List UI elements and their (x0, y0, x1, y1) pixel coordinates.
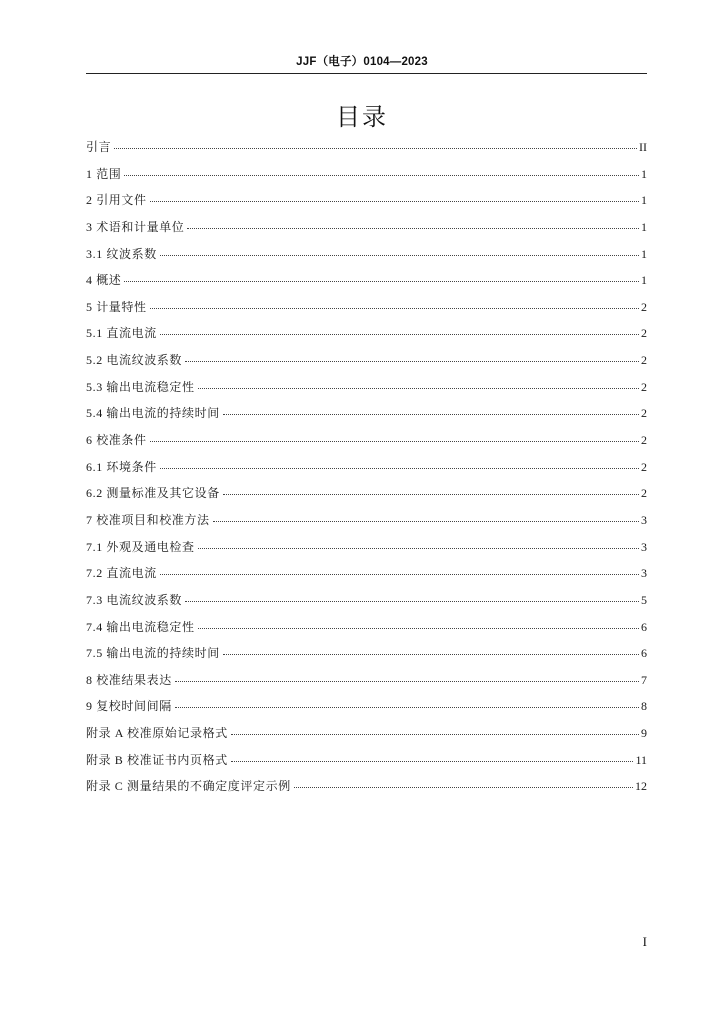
toc-entry-page: 7 (641, 672, 647, 687)
toc-entry-page: 11 (635, 752, 647, 767)
toc-dot-leader (185, 600, 639, 602)
toc-entry-page: 1 (641, 193, 647, 208)
toc-entry-label: 9 复校时间间隔 (86, 699, 172, 714)
toc-entry-page: 3 (641, 539, 647, 554)
toc-dot-leader (160, 573, 639, 575)
toc-entry[interactable] (86, 271, 647, 298)
toc-entry-label: 5.1 直流电流 (86, 326, 157, 341)
toc-entry-page: 1 (641, 246, 647, 261)
toc-entry[interactable] (86, 458, 647, 485)
toc-entry-page: 2 (641, 459, 647, 474)
toc-entry[interactable] (86, 191, 647, 218)
toc-entry-label: 7.4 输出电流稳定性 (86, 619, 195, 634)
toc-entry-page: 3 (641, 512, 647, 527)
table-of-contents (86, 138, 647, 804)
toc-entry[interactable] (86, 218, 647, 245)
toc-entry-page: 8 (641, 699, 647, 714)
toc-entry-page: 5 (641, 592, 647, 607)
toc-entry-label: 3.1 纹波系数 (86, 246, 157, 261)
standard-code-header: JJF（电子）0104—2023 (296, 56, 428, 68)
page-number: I (642, 934, 647, 949)
toc-entry-label: 附录 A 校准原始记录格式 (86, 726, 228, 741)
toc-entry[interactable] (86, 298, 647, 325)
toc-entry-page: 2 (641, 486, 647, 501)
toc-entry-page: 3 (641, 566, 647, 581)
toc-entry-page: 12 (635, 779, 647, 794)
toc-entry-page: 2 (641, 353, 647, 368)
toc-entry-label: 8 校准结果表达 (86, 672, 172, 687)
toc-entry-label: 6 校准条件 (86, 433, 147, 448)
toc-entry[interactable] (86, 431, 647, 458)
toc-entry[interactable] (86, 138, 647, 165)
toc-dot-leader (213, 520, 639, 522)
toc-dot-leader (223, 493, 639, 495)
toc-entry-page: 2 (641, 326, 647, 341)
toc-entry-page: II (639, 140, 647, 154)
toc-entry-label: 3 术语和计量单位 (86, 219, 185, 234)
toc-dot-leader (124, 174, 639, 176)
toc-entry-page: 2 (641, 406, 647, 421)
toc-dot-leader (175, 706, 639, 708)
toc-entry[interactable] (86, 378, 647, 405)
page-title: 目录 (336, 103, 388, 131)
toc-dot-leader (294, 786, 633, 788)
toc-entry[interactable] (86, 245, 647, 272)
toc-entry-label: 5.2 电流纹波系数 (86, 353, 183, 368)
toc-entry-page: 2 (641, 433, 647, 448)
toc-dot-leader (150, 307, 639, 309)
toc-entry-label: 7 校准项目和校准方法 (86, 512, 210, 527)
toc-dot-leader (223, 413, 639, 415)
toc-entry[interactable] (86, 564, 647, 591)
toc-dot-leader (160, 467, 639, 469)
toc-entry-page: 1 (641, 219, 647, 234)
toc-dot-leader (124, 280, 639, 282)
toc-dot-leader (114, 147, 637, 149)
toc-dot-leader (231, 733, 639, 735)
toc-entry-label: 附录 C 测量结果的不确定度评定示例 (86, 779, 291, 794)
toc-entry-label: 4 概述 (86, 273, 122, 288)
header-rule (86, 73, 647, 74)
toc-entry-label: 7.3 电流纹波系数 (86, 592, 183, 607)
toc-dot-leader (150, 200, 639, 202)
toc-entry[interactable] (86, 697, 647, 724)
toc-entry[interactable] (86, 724, 647, 751)
toc-entry[interactable] (86, 751, 647, 778)
toc-entry[interactable] (86, 511, 647, 538)
toc-entry-label: 附录 B 校准证书内页格式 (86, 752, 228, 767)
toc-entry-label: 6.1 环境条件 (86, 459, 157, 474)
toc-entry-label: 7.5 输出电流的持续时间 (86, 646, 220, 661)
toc-entry[interactable] (86, 538, 647, 565)
toc-entry-label: 7.2 直流电流 (86, 566, 157, 581)
toc-dot-leader (175, 680, 639, 682)
toc-dot-leader (198, 627, 639, 629)
toc-entry[interactable] (86, 484, 647, 511)
toc-entry-page: 6 (641, 646, 647, 661)
toc-entry-page: 6 (641, 619, 647, 634)
toc-entry[interactable] (86, 165, 647, 192)
toc-entry-label: 6.2 测量标准及其它设备 (86, 486, 220, 501)
toc-entry[interactable] (86, 644, 647, 671)
toc-entry-label: 2 引用文件 (86, 193, 147, 208)
toc-entry-label: 5.3 输出电流稳定性 (86, 379, 195, 394)
toc-entry[interactable] (86, 324, 647, 351)
toc-entry[interactable] (86, 591, 647, 618)
toc-entry[interactable] (86, 618, 647, 645)
toc-dot-leader (223, 653, 639, 655)
toc-dot-leader (160, 333, 639, 335)
toc-entry-label: 5.4 输出电流的持续时间 (86, 406, 220, 421)
toc-dot-leader (160, 254, 639, 256)
toc-entry-page: 1 (641, 166, 647, 181)
toc-dot-leader (185, 360, 639, 362)
toc-entry-page: 2 (641, 379, 647, 394)
toc-entry[interactable] (86, 671, 647, 698)
toc-entry[interactable] (86, 404, 647, 431)
toc-entry-page: 9 (641, 726, 647, 741)
toc-entry[interactable] (86, 777, 647, 804)
toc-dot-leader (198, 547, 639, 549)
toc-entry-page: 2 (641, 299, 647, 314)
toc-dot-leader (150, 440, 639, 442)
toc-dot-leader (198, 387, 639, 389)
toc-entry-label: 7.1 外观及通电检查 (86, 539, 195, 554)
toc-entry-page: 1 (641, 273, 647, 288)
toc-entry[interactable] (86, 351, 647, 378)
toc-dot-leader (187, 227, 639, 229)
toc-entry-label: 5 计量特性 (86, 299, 147, 314)
toc-entry-label: 1 范围 (86, 166, 122, 181)
toc-entry-label: 引言 (86, 140, 112, 154)
toc-dot-leader (231, 760, 634, 762)
